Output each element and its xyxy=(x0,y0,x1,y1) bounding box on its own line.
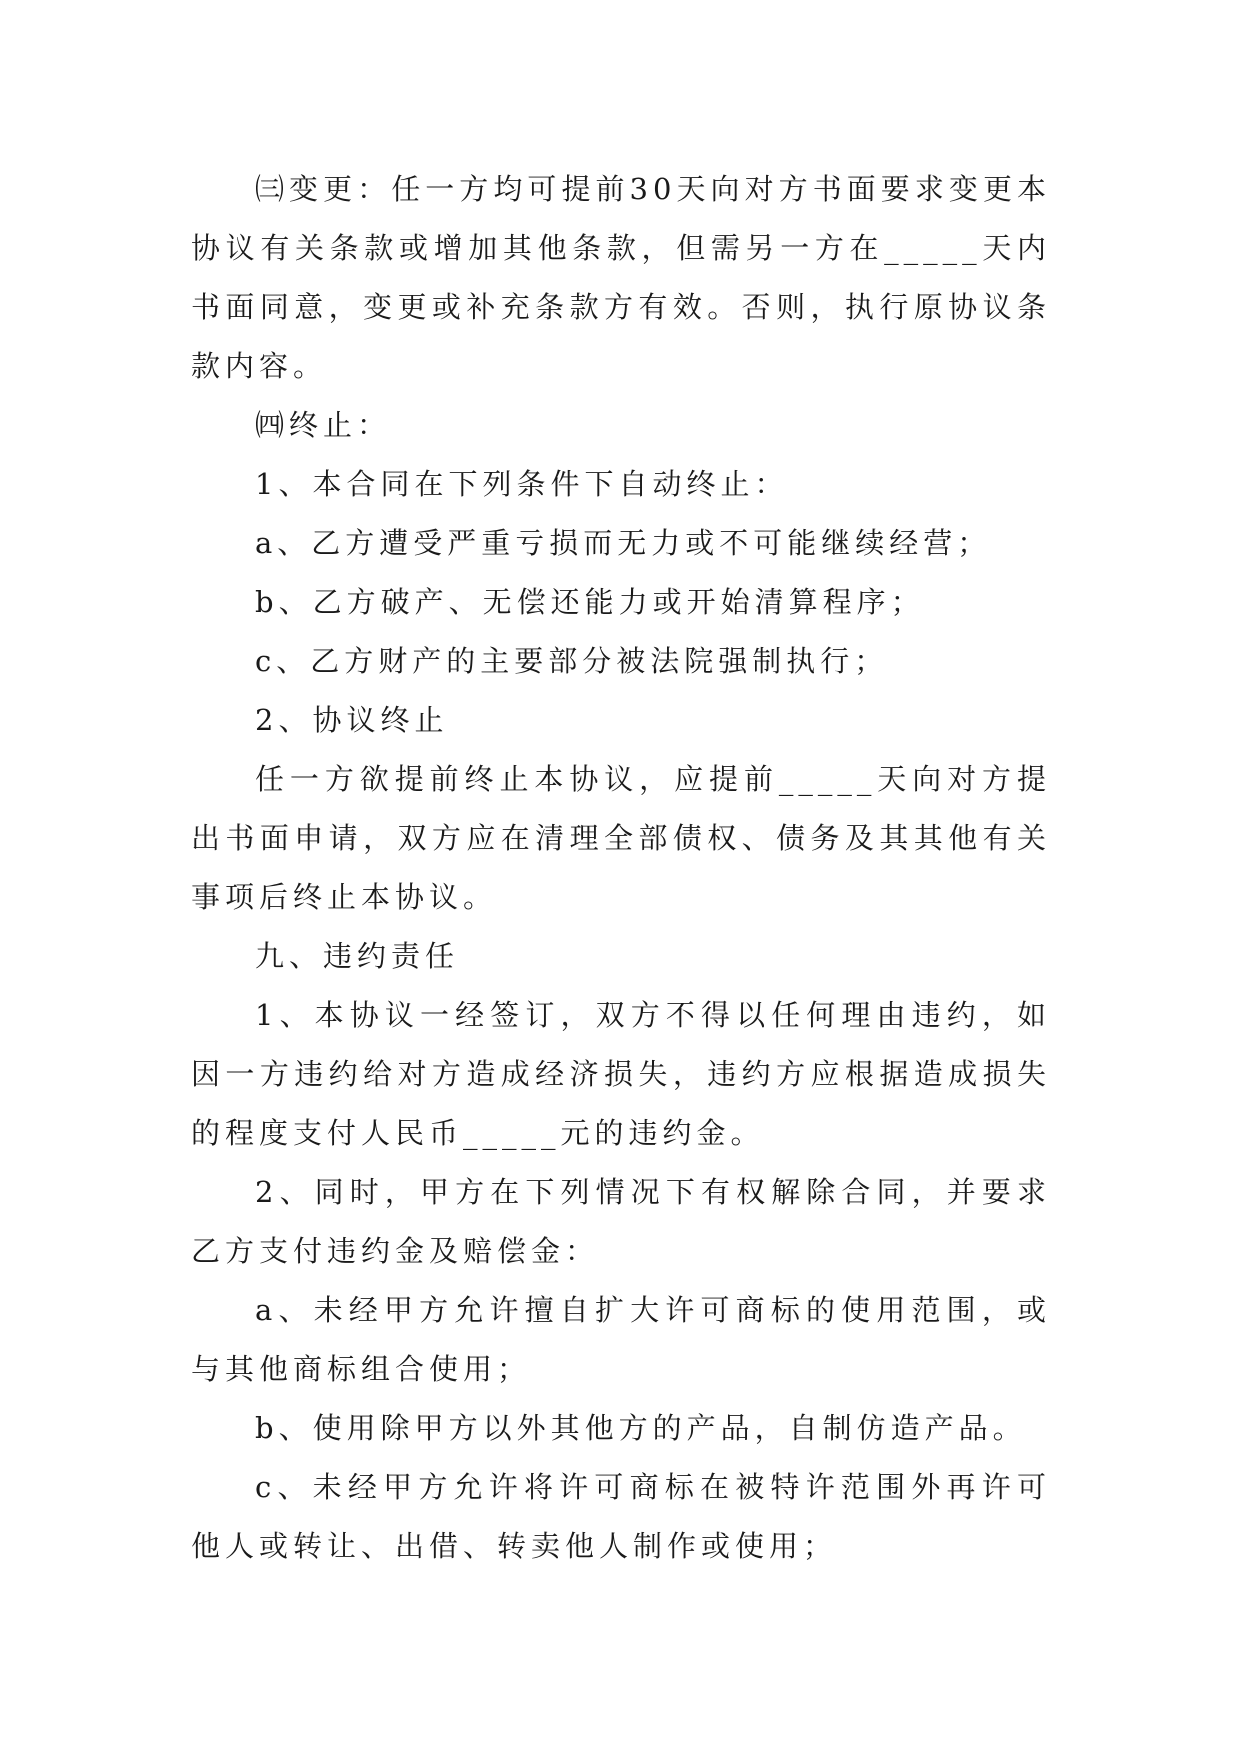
paragraph-auto-termination: 1、本合同在下列条件下自动终止： xyxy=(255,467,789,501)
paragraph-early-termination: 任一方欲提前终止本协议，应提前_____天向对方提出书面申请，双方应在清理全部债权、债务及其其他有关事项后终止本协议。 xyxy=(191,762,1051,914)
section-heading-liability: 九、违约责任 xyxy=(255,939,460,973)
paragraph-breach-c: c、未经甲方允许将许可商标在被特许范围外再许可他人或转让、出借、转卖他人制作或使用； xyxy=(191,1470,1051,1563)
paragraph-agreement-termination: 2、协议终止 xyxy=(255,703,449,737)
paragraph-liability-1: 1、本协议一经签订，双方不得以任何理由违约，如因一方违约给对方造成经济损失，违约方应根据造成损失的程度支付人民币_____元的违约金。 xyxy=(191,998,1051,1150)
paragraph-condition-c: c、乙方财产的主要部分被法院强制执行； xyxy=(255,644,889,678)
paragraph-condition-a: a、乙方遭受严重亏损而无力或不可能继续经营； xyxy=(255,526,992,560)
paragraph-liability-2: 2、同时，甲方在下列情况下有权解除合同，并要求乙方支付违约金及赔偿金： xyxy=(191,1175,1051,1268)
paragraph-termination-heading: ㈣终止： xyxy=(255,408,392,442)
paragraph-breach-a: a、未经甲方允许擅自扩大许可商标的使用范围，或与其他商标组合使用； xyxy=(191,1293,1051,1386)
paragraph-condition-b: b、乙方破产、无偿还能力或开始清算程序； xyxy=(255,585,925,619)
paragraph-change-clause: ㈢变更：任一方均可提前30天向对方书面要求变更本协议有关条款或增加其他条款，但需另一方在_____天内书面同意，变更或补充条款方有效。否则，执行原协议条款内容。 xyxy=(191,172,1051,383)
document-body xyxy=(191,160,1051,1576)
paragraph-breach-b: b、使用除甲方以外其他方的产品，自制仿造产品。 xyxy=(255,1411,1027,1445)
